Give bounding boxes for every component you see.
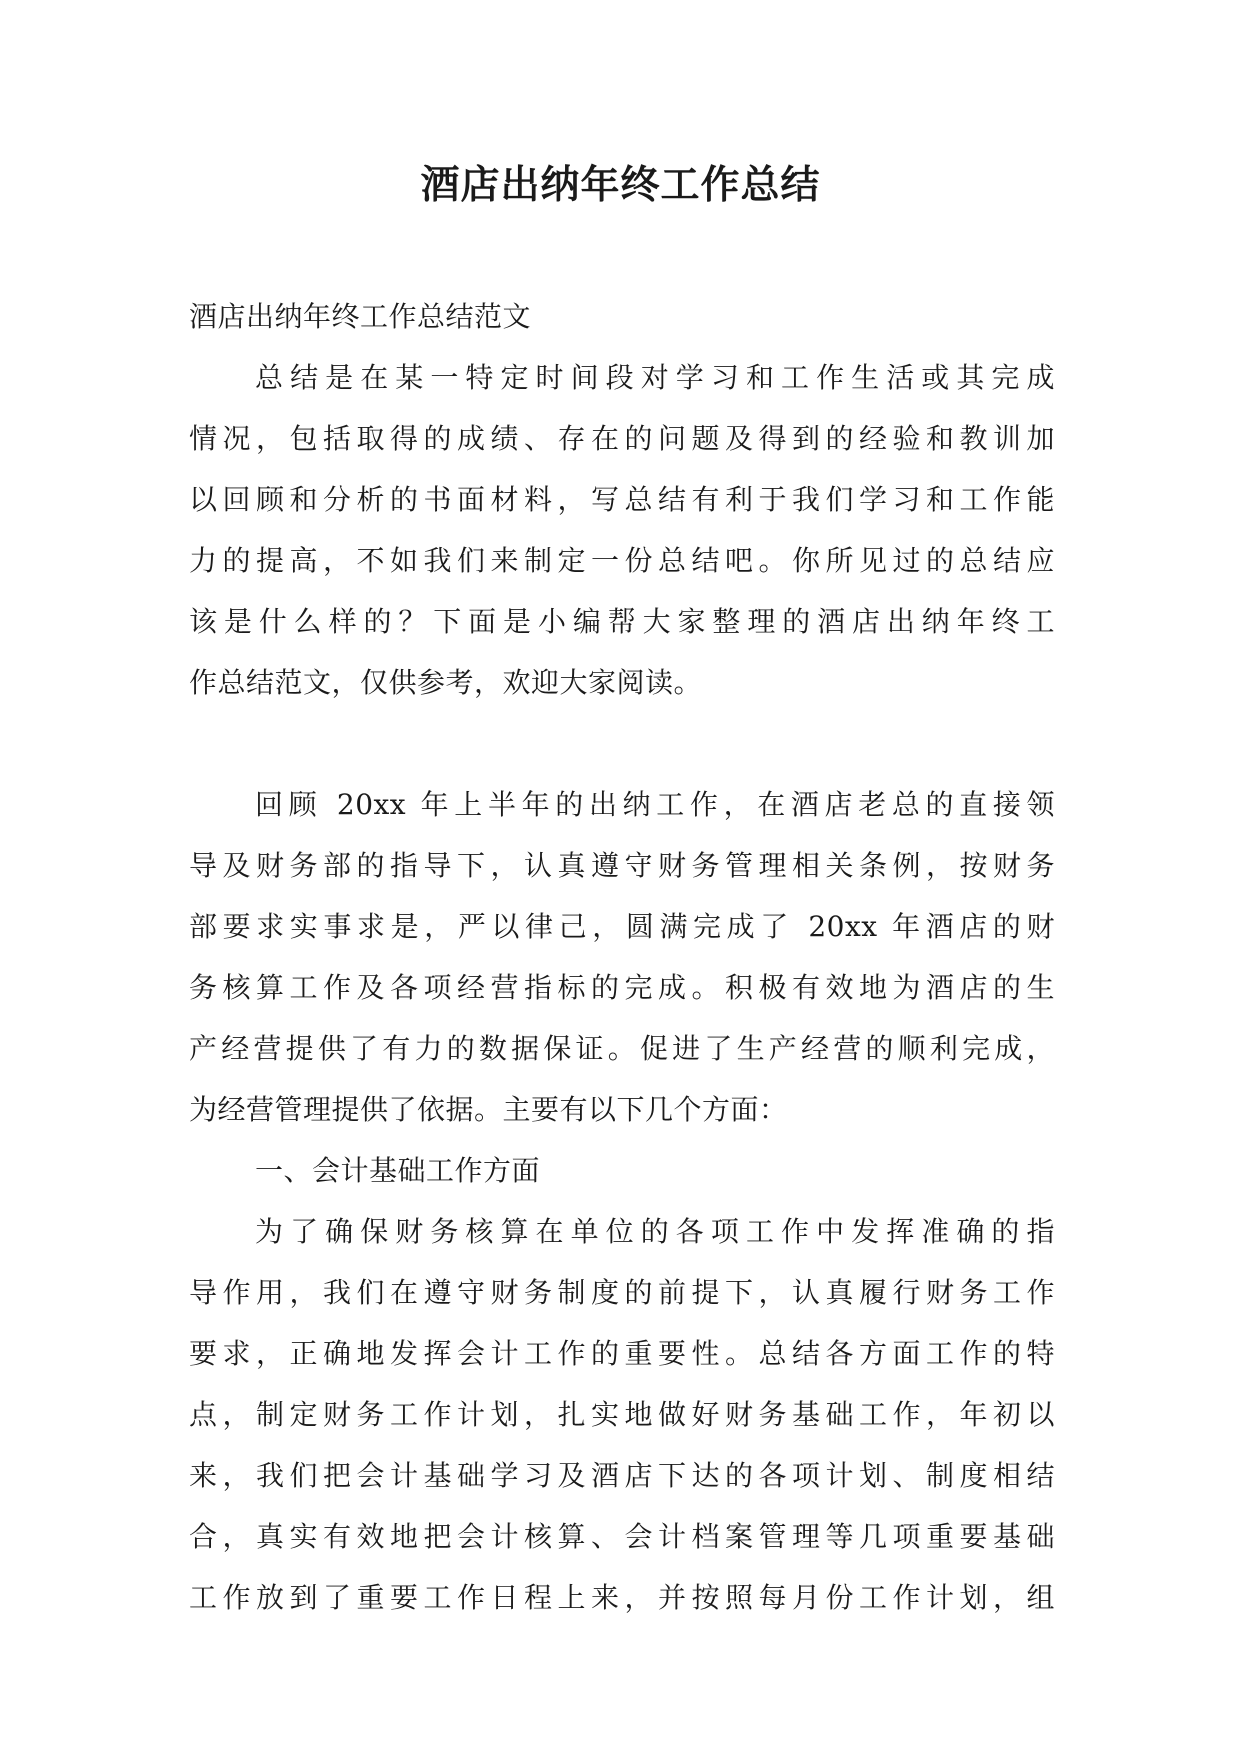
paragraph-line: 情况，包括取得的成绩、存在的问题及得到的经验和教训加 [189, 422, 1055, 455]
document-title: 酒店出纳年终工作总结 [420, 162, 821, 208]
accounting-paragraph [189, 1201, 1055, 1628]
paragraph-spacer [189, 713, 1055, 774]
document-subtitle: 酒店出纳年终工作总结范文 [189, 300, 532, 333]
paragraph-line: 总结是在某一特定时间段对学习和工作生活或其完成 [255, 361, 1055, 394]
paragraph-line: 合，真实有效地把会计核算、会计档案管理等几项重要基础 [189, 1520, 1055, 1553]
section-heading: 一、会计基础工作方面 [255, 1154, 541, 1187]
paragraph-line: 务核算工作及各项经营指标的完成。积极有效地为酒店的生 [189, 971, 1055, 1004]
paragraph-line: 要求，正确地发挥会计工作的重要性。总结各方面工作的特 [189, 1337, 1055, 1370]
paragraph-line: 以回顾和分析的书面材料，写总结有利于我们学习和工作能 [189, 483, 1055, 516]
paragraph-line: 为经营管理提供了依据。主要有以下几个方面： [189, 1093, 788, 1126]
paragraph-line: 产经营提供了有力的数据保证。促进了生产经营的顺利完成， [189, 1032, 1055, 1065]
paragraph-line: 作总结范文，仅供参考，欢迎大家阅读。 [189, 666, 703, 699]
paragraph-line: 点，制定财务工作计划，扎实地做好财务基础工作，年初以 [189, 1398, 1055, 1431]
paragraph-line: 工作放到了重要工作日程上来，并按照每月份工作计划，组 [189, 1581, 1055, 1614]
paragraph-line: 导作用，我们在遵守财务制度的前提下，认真履行财务工作 [189, 1276, 1055, 1309]
document-body [189, 286, 1055, 1628]
paragraph-line: 为了确保财务核算在单位的各项工作中发挥准确的指 [255, 1215, 1055, 1248]
paragraph-line: 部要求实事求是，严以律己，圆满完成了 20xx 年酒店的财 [189, 910, 1055, 943]
paragraph-line: 来，我们把会计基础学习及酒店下达的各项计划、制度相结 [189, 1459, 1055, 1492]
paragraph-line: 回顾 20xx 年上半年的出纳工作，在酒店老总的直接领 [255, 788, 1055, 821]
paragraph-line: 该是什么样的？下面是小编帮大家整理的酒店出纳年终工 [189, 605, 1055, 638]
paragraph-line: 力的提高，不如我们来制定一份总结吧。你所见过的总结应 [189, 544, 1055, 577]
review-paragraph [189, 774, 1055, 1140]
intro-paragraph [189, 347, 1055, 713]
paragraph-line: 导及财务部的指导下，认真遵守财务管理相关条例，按财务 [189, 849, 1055, 882]
